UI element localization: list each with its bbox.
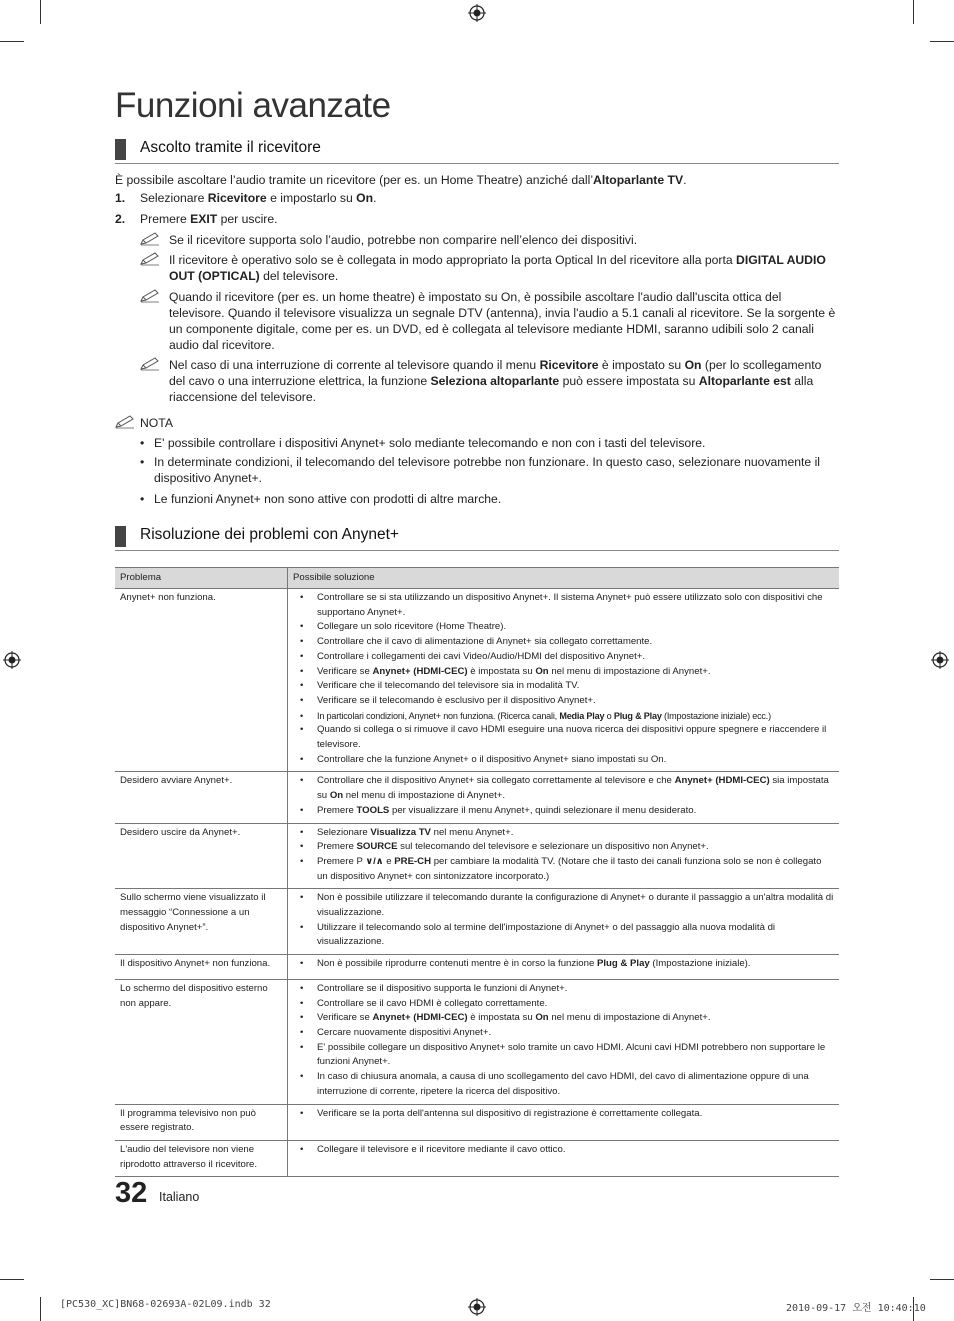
solution-item: • Controllare se si sta utilizzando un dispositivo Anynet+. Il sistema Anynet+ può essere utilizzato solo con dispositivi che supportano Anynet+. xyxy=(293,591,834,620)
solution-item: • Utilizzare il telecomando solo al termine dell'impostazione di Anynet+ o del passaggio alla nuova modalità di visualizzazione. xyxy=(293,921,834,950)
table-row xyxy=(115,979,839,1104)
section-heading-text: Risoluzione dei problemi con Anynet+ xyxy=(140,526,399,543)
solution-item: • Collegare il televisore e il ricevitore mediante il cavo ottico. xyxy=(293,1143,834,1158)
column-header-solution: Possibile soluzione xyxy=(288,568,840,589)
channel-arrows-icon: ∨/∧ xyxy=(365,855,384,867)
section-heading-receiver xyxy=(115,139,839,164)
problem-cell: Desidero avviare Anynet+. xyxy=(115,772,288,823)
solution-item: • Premere SOURCE sul telecomando del televisore e selezionare un dispositivo non Anynet+. xyxy=(293,840,834,855)
solution-cell xyxy=(288,955,840,980)
solution-item: • Controllare i collegamenti dei cavi Video/Audio/HDMI del dispositivo Anynet+. xyxy=(293,650,834,665)
note-pencil-icon xyxy=(140,289,160,303)
table-row xyxy=(115,1140,839,1176)
solution-item: • Quando si collega o si rimuove il cavo HDMI eseguire una nuova ricerca dei dispositivi oppure spegnere e riaccendere il televisore. xyxy=(293,723,834,752)
solution-item: • Non è possibile utilizzare il telecomando durante la configurazione di Anynet+ o durante il passaggio a un'altra modalità di visualizzazione. xyxy=(293,891,834,920)
column-header-problem: Problema xyxy=(115,568,288,589)
problem-cell: Il programma televisivo non può essere registrato. xyxy=(115,1104,288,1140)
problem-cell: Lo schermo del dispositivo esterno non appare. xyxy=(115,979,288,1104)
solution-item: • Controllare che il cavo di alimentazione di Anynet+ sia collegato correttamente. xyxy=(293,635,834,650)
registration-mark-icon xyxy=(468,1298,486,1316)
solution-item: • Premere TOOLS per visualizzare il menu Anynet+, quindi selezionare il menu desiderato. xyxy=(293,804,834,819)
page-number: 32 xyxy=(115,1177,148,1209)
problem-cell: Desidero uscire da Anynet+. xyxy=(115,823,288,889)
print-date-info: 2010-09-17 오전 10:40:10 xyxy=(786,1303,926,1314)
problem-cell: Anynet+ non funziona. xyxy=(115,589,288,772)
page-language: Italiano xyxy=(159,1190,200,1204)
solution-cell xyxy=(288,1140,840,1176)
print-file-info: [PC530_XC]BN68-02693A-02L09.indb 32 xyxy=(60,1299,271,1310)
table-row xyxy=(115,589,839,772)
section-bar xyxy=(115,139,126,160)
table-row xyxy=(115,823,839,889)
crop-mark xyxy=(40,0,41,24)
solution-item: • Verificare se Anynet+ (HDMI-CEC) è impostata su On nel menu di impostazione di Anynet+. xyxy=(293,1011,834,1026)
crop-mark xyxy=(930,41,954,42)
solution-item: • Controllare se il cavo HDMI è collegato correttamente. xyxy=(293,997,834,1012)
solution-cell xyxy=(288,772,840,823)
table-row xyxy=(115,772,839,823)
problem-cell: Sullo schermo viene visualizzato il messaggio “Connessione a un dispositivo Anynet+”. xyxy=(115,889,288,955)
solution-item: • E' possibile collegare un dispositivo Anynet+ solo tramite un cavo HDMI. Alcuni cavi HDMI potrebbero non supportare le funzioni Anynet+. xyxy=(293,1041,834,1070)
section-bar xyxy=(115,526,126,547)
page-title: Funzioni avanzate xyxy=(115,86,391,125)
section-heading-text: Ascolto tramite il ricevitore xyxy=(140,139,321,156)
solution-cell xyxy=(288,889,840,955)
solution-item: • Verificare se la porta dell'antenna sul dispositivo di registrazione è correttamente collegata. xyxy=(293,1107,834,1122)
problem-cell: Il dispositivo Anynet+ non funziona. xyxy=(115,955,288,980)
solution-cell xyxy=(288,589,840,772)
crop-mark xyxy=(40,1297,41,1321)
solution-item: • Verificare che il telecomando del televisore sia in modalità TV. xyxy=(293,679,834,694)
solution-item: • Verificare se il telecomando è esclusivo per il dispositivo Anynet+. xyxy=(293,694,834,709)
note-pencil-icon xyxy=(140,252,160,266)
solution-item: • Cercare nuovamente dispositivi Anynet+. xyxy=(293,1026,834,1041)
note-pencil-icon xyxy=(115,415,135,429)
solution-cell xyxy=(288,1104,840,1140)
note-pencil-icon xyxy=(140,232,160,246)
solution-item: • Collegare un solo ricevitore (Home Theatre). xyxy=(293,620,834,635)
crop-mark xyxy=(930,1279,954,1280)
crop-mark xyxy=(0,41,24,42)
troubleshooting-table xyxy=(115,567,839,1177)
solution-item: • In caso di chiusura anomala, a causa di uno scollegamento del cavo HDMI, del cavo di alimentazione oppure di una interruzione di corrente, ripetere la ricerca del dispositivo. xyxy=(293,1070,834,1099)
solution-item: • Verificare se Anynet+ (HDMI-CEC) è impostata su On nel menu di impostazione di Anynet+. xyxy=(293,665,834,680)
registration-mark-icon xyxy=(468,4,486,22)
solution-item: • In particolari condizioni, Anynet+ non funziona. (Ricerca canali, Media Play o Plug & Play (Impostazione iniziale) ecc.) xyxy=(293,709,834,724)
solution-item: • Controllare se il dispositivo supporta le funzioni di Anynet+. xyxy=(293,982,834,997)
table-header-row xyxy=(115,568,839,589)
section-heading-troubleshooting xyxy=(115,526,839,551)
table-row xyxy=(115,1104,839,1140)
solution-item: • Controllare che il dispositivo Anynet+ sia collegato correttamente al televisore e che Anynet+ (HDMI-CEC) sia impostata su On nel menu di impostazione di Anynet+. xyxy=(293,774,834,803)
solution-cell xyxy=(288,979,840,1104)
table-row xyxy=(115,955,839,980)
solution-item: • Premere P ∨/∧ e PRE-CH per cambiare la modalità TV. (Notare che il tasto dei canali funziona solo se non è collegato un dispositivo Anynet+ con sintonizzatore incorporato.) xyxy=(293,855,834,884)
solution-item: • Controllare che la funzione Anynet+ o il dispositivo Anynet+ siano impostati su On. xyxy=(293,753,834,768)
intro-paragraph: È possibile ascoltare l’audio tramite un ricevitore (per es. un Home Theatre) anziché dall’Altoparlante TV. xyxy=(115,173,687,187)
note-pencil-icon xyxy=(140,357,160,371)
registration-mark-icon xyxy=(3,651,21,669)
crop-mark xyxy=(0,1279,24,1280)
crop-mark xyxy=(913,0,914,24)
solution-item: • Non è possibile riprodurre contenuti mentre è in corso la funzione Plug & Play (Impostazione iniziale). xyxy=(293,957,834,972)
solution-cell xyxy=(288,823,840,889)
problem-cell: L'audio del televisore non viene riprodotto attraverso il ricevitore. xyxy=(115,1140,288,1176)
solution-item: • Selezionare Visualizza TV nel menu Anynet+. xyxy=(293,826,834,841)
table-row xyxy=(115,889,839,955)
registration-mark-icon xyxy=(931,651,949,669)
